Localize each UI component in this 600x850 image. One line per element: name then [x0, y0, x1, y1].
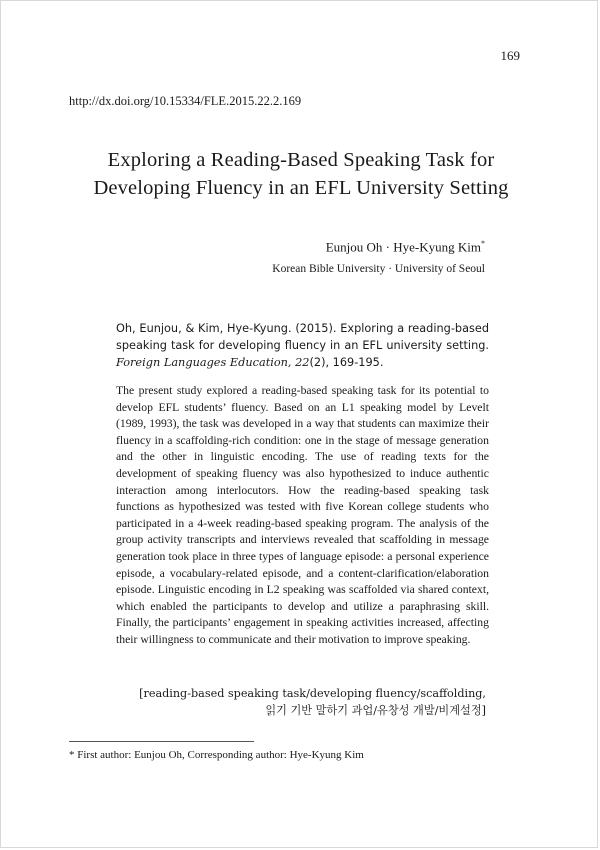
citation-journal: Foreign Languages Education, 22	[116, 355, 310, 369]
abstract: The present study explored a reading-based speaking task for its potential to develop EFL students’ fluency. Based on an L1 speaking model by Levelt (1989, 1993), the task was developed in a way that students can maximize their fluency in a scaffolding-rich condition: one in the stage of message generation and the other in linguistic encoding. The use of reading texts for the development of speaking fluency was also hypothesized to induce authentic interaction among interlocutors. How the reading-based speaking task functions as hypothesized was tested with five Korean college students who participated in a 4-week reading-based speaking program. The analysis of the group activity transcripts and interviews revealed that scaffolding in message generation took place in three types of language episode: a personal experience episode, a vocabulary-related episode, and a content-clarification/elaboration episode. Linguistic encoding in L2 speaking was scaffolded via shared context, which enabled the participants to develop and utilize a paraphrasing skill. Finally, the participants’ engagement in speaking activities increased, affecting their willingness to communicate and their motivation to improve speaking.	[116, 384, 489, 646]
citation-lead: Oh, Eunjou, & Kim, Hye-Kyung. (2015). Exploring a reading-based speaking task for developing fluency in an EFL university setting.	[116, 322, 489, 352]
paper-title	[1, 146, 600, 202]
author-names-text: Eunjou Oh · Hye-Kyung Kim	[325, 239, 481, 255]
keywords-line-1: [reading-based speaking task/developing fluency/scaffolding,	[139, 687, 486, 700]
citation-tail: (2), 169-195.	[309, 355, 384, 369]
author-names	[326, 239, 485, 255]
title-line-1: Exploring a Reading-Based Speaking Task for	[107, 149, 495, 171]
title-line-2: Developing Fluency in an EFL University Setting	[93, 177, 509, 199]
keywords-line-2: 읽기 기반 말하기 과업/유창성 개발/비계설정]	[265, 704, 486, 717]
page-number: 169	[500, 48, 520, 63]
doi-link[interactable]: http://dx.doi.org/10.15334/FLE.2015.22.2.169	[69, 94, 302, 108]
footnote-divider	[69, 741, 254, 742]
citation	[116, 321, 489, 371]
corresponding-mark: *	[481, 239, 485, 248]
keywords	[139, 685, 486, 719]
author-affiliations: Korean Bible University · University of Seoul	[272, 263, 485, 275]
footnote: * First author: Eunjou Oh, Corresponding author: Hye-Kyung Kim	[69, 749, 364, 761]
